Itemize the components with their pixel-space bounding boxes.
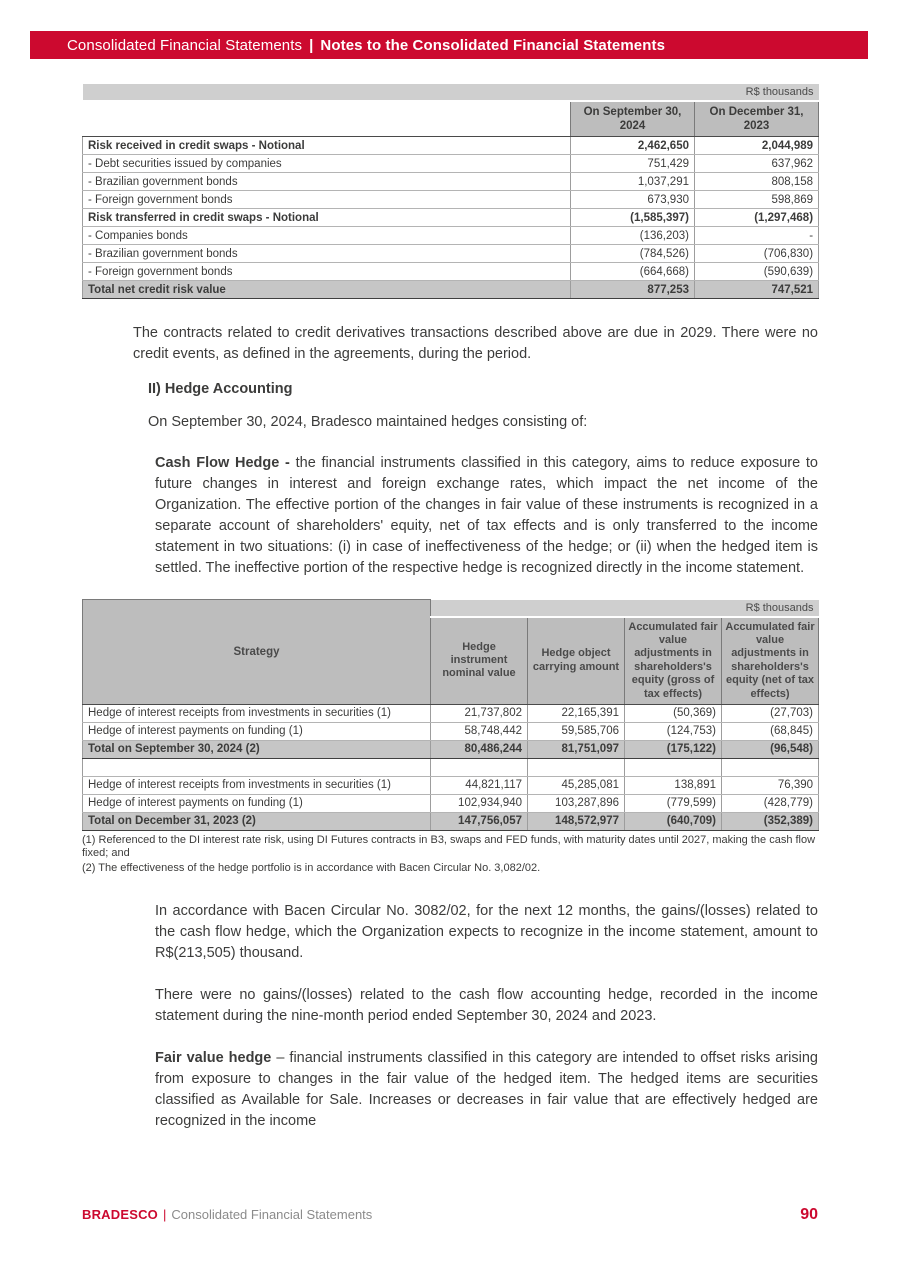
column-header-dec-2023: On December 31, 2023 <box>695 101 819 137</box>
value-net: (428,779) <box>722 794 819 812</box>
footnote-1: (1) Referenced to the DI interest rate risk, using DI Futures contracts in B3, swaps and FED funds, with maturity dates until 2027, making the cash flow fixed; and <box>82 833 816 860</box>
row-label: Risk received in credit swaps - Notional <box>83 137 571 155</box>
total-row-label: Total on December 31, 2023 (2) <box>83 812 431 830</box>
row-label: Hedge of interest payments on funding (1) <box>83 722 431 740</box>
value-gross: (50,369) <box>625 704 722 722</box>
value-sep-2024: (784,526) <box>571 245 695 263</box>
credit-swaps-table <box>82 84 819 299</box>
value-sep-2024: (136,203) <box>571 227 695 245</box>
value-carrying: 103,287,896 <box>528 794 625 812</box>
value-carrying: 45,285,081 <box>528 776 625 794</box>
table-row <box>83 209 819 227</box>
total-row-label: Total net credit risk value <box>83 281 571 299</box>
row-label: - Foreign government bonds <box>83 191 571 209</box>
footer-separator: | <box>163 1207 167 1222</box>
value-net: (352,389) <box>722 812 819 830</box>
value-nominal: 102,934,940 <box>431 794 528 812</box>
value-sep-2024: (1,585,397) <box>571 209 695 227</box>
value-net: (96,548) <box>722 740 819 758</box>
cash-flow-hedge-paragraph <box>155 453 818 579</box>
table-row <box>83 704 819 722</box>
table-row <box>83 776 819 794</box>
value-carrying: 81,751,097 <box>528 740 625 758</box>
total-row-label: Total on September 30, 2024 (2) <box>83 740 431 758</box>
value-sep-2024: 2,462,650 <box>571 137 695 155</box>
banner-section-title: Consolidated Financial Statements <box>67 36 303 54</box>
value-dec-2023: (590,639) <box>695 263 819 281</box>
value-gross: (640,709) <box>625 812 722 830</box>
value-nominal: 44,821,117 <box>431 776 528 794</box>
value-dec-2023: 637,962 <box>695 155 819 173</box>
row-label: - Brazilian government bonds <box>83 173 571 191</box>
page-footer <box>82 1206 818 1224</box>
contracts-paragraph: The contracts related to credit derivatives transactions described above are due in 2029. There were no credit events, as defined in the agreements, during the period. <box>133 325 818 363</box>
brand-name: BRADESCO <box>82 1207 158 1222</box>
banner-page-title: Notes to the Consolidated Financial Statements <box>320 36 666 54</box>
table-row <box>83 263 819 281</box>
total-value-sep-2024: 877,253 <box>571 281 695 299</box>
value-sep-2024: (664,668) <box>571 263 695 281</box>
currency-unit-label: R$ thousands <box>431 600 819 617</box>
value-nominal: 80,486,244 <box>431 740 528 758</box>
table-footnotes <box>82 834 818 876</box>
hedge-accounting-heading: II) Hedge Accounting <box>148 381 293 398</box>
value-dec-2023: 808,158 <box>695 173 819 191</box>
row-label: - Brazilian government bonds <box>83 245 571 263</box>
row-label: - Debt securities issued by companies <box>83 155 571 173</box>
column-header-nominal: Hedge instrument nominal value <box>431 617 528 705</box>
fair-value-hedge-lead: Fair value hedge <box>155 1050 272 1067</box>
value-nominal: 21,737,802 <box>431 704 528 722</box>
table-row <box>83 227 819 245</box>
value-dec-2023: (1,297,468) <box>695 209 819 227</box>
row-label: - Foreign government bonds <box>83 263 571 281</box>
total-value-dec-2023: 747,521 <box>695 281 819 299</box>
cash-flow-hedge-lead: Cash Flow Hedge - <box>155 455 296 472</box>
value-sep-2024: 1,037,291 <box>571 173 695 191</box>
hedge-strategy-table <box>82 599 819 831</box>
header-banner <box>30 31 868 59</box>
value-dec-2023: - <box>695 227 819 245</box>
row-label: - Companies bonds <box>83 227 571 245</box>
hedge-strategy-table-wrap <box>82 599 818 875</box>
total-row <box>83 281 819 299</box>
row-label: Hedge of interest payments on funding (1) <box>83 794 431 812</box>
no-gains-paragraph: There were no gains/(losses) related to the cash flow accounting hedge, recorded in the income statement during the nine-month period ended September 30, 2024 and 2023. <box>155 987 818 1025</box>
value-carrying: 148,572,977 <box>528 812 625 830</box>
value-net: 76,390 <box>722 776 819 794</box>
value-dec-2023: 598,869 <box>695 191 819 209</box>
fair-value-hedge-paragraph <box>155 1048 818 1132</box>
footer-document-title: Consolidated Financial Statements <box>171 1207 373 1222</box>
total-row <box>83 812 819 830</box>
hedges-intro-paragraph: On September 30, 2024, Bradesco maintained hedges consisting of: <box>148 414 588 431</box>
value-nominal: 58,748,442 <box>431 722 528 740</box>
table-row <box>83 794 819 812</box>
value-sep-2024: 751,429 <box>571 155 695 173</box>
column-header-row <box>83 101 819 137</box>
bacen-paragraph: In accordance with Bacen Circular No. 3082/02, for the next 12 months, the gains/(losses) related to the cash flow hedge, which the Organization expects to recognize in the income statement, amount to R$(213,505) thousand. <box>155 903 818 962</box>
table-row <box>83 137 819 155</box>
page-content <box>82 84 818 1132</box>
table-row <box>83 722 819 740</box>
column-header-sep-2024: On September 30, 2024 <box>571 101 695 137</box>
empty-header-cell <box>83 101 571 137</box>
value-gross: (175,122) <box>625 740 722 758</box>
row-label: Hedge of interest receipts from investments in securities (1) <box>83 776 431 794</box>
value-carrying: 59,585,706 <box>528 722 625 740</box>
spacer-row <box>83 758 819 776</box>
unit-row <box>83 600 819 617</box>
table-row <box>83 155 819 173</box>
value-net: (68,845) <box>722 722 819 740</box>
value-net: (27,703) <box>722 704 819 722</box>
table-row <box>83 191 819 209</box>
currency-unit-label: R$ thousands <box>83 84 819 101</box>
value-sep-2024: 673,930 <box>571 191 695 209</box>
value-nominal: 147,756,057 <box>431 812 528 830</box>
value-dec-2023: 2,044,989 <box>695 137 819 155</box>
total-row <box>83 740 819 758</box>
page-number: 90 <box>800 1206 818 1223</box>
fair-value-hedge-body: – financial instruments classified in this category are intended to offset risks arising from exposure to changes in the fair value of the hedged item. The hedged items are securities classified as Available for Sale. Increases or decreases in fair value that are effectively hedged are recognized in the income <box>155 1050 818 1130</box>
value-carrying: 22,165,391 <box>528 704 625 722</box>
column-header-net: Accumulated fair value adjustments in shareholders's equity (net of tax effects) <box>722 617 819 705</box>
value-gross: (124,753) <box>625 722 722 740</box>
row-label: Hedge of interest receipts from investments in securities (1) <box>83 704 431 722</box>
table-row <box>83 173 819 191</box>
value-gross: 138,891 <box>625 776 722 794</box>
banner-separator: | <box>309 36 314 54</box>
value-dec-2023: (706,830) <box>695 245 819 263</box>
unit-row <box>83 84 819 101</box>
column-header-carrying: Hedge object carrying amount <box>528 617 625 705</box>
footer-left <box>82 1207 372 1222</box>
table-row <box>83 245 819 263</box>
cash-flow-hedge-body: the financial instruments classified in this category, aims to reduce exposure to future changes in interest and foreign exchange rates, which impact the net income of the Organization. The effective portion of the changes in fair value of these instruments is recognized in a separate account of shareholders' equity, net of tax effects and is only transferred to the income statement in two situations: (i) in case of ineffectiveness of the hedge; or (ii) when the hedged item is settled. The ineffective portion of the respective hedge is recognized directly in the income statement. <box>155 455 818 577</box>
footnote-2: (2) The effectiveness of the hedge portfolio is in accordance with Bacen Circular No. 3,082/02. <box>82 861 541 874</box>
row-label: Risk transferred in credit swaps - Notional <box>83 209 571 227</box>
column-header-gross: Accumulated fair value adjustments in shareholders's equity (gross of tax effects) <box>625 617 722 705</box>
value-gross: (779,599) <box>625 794 722 812</box>
strategy-column-header: Strategy <box>83 600 431 705</box>
